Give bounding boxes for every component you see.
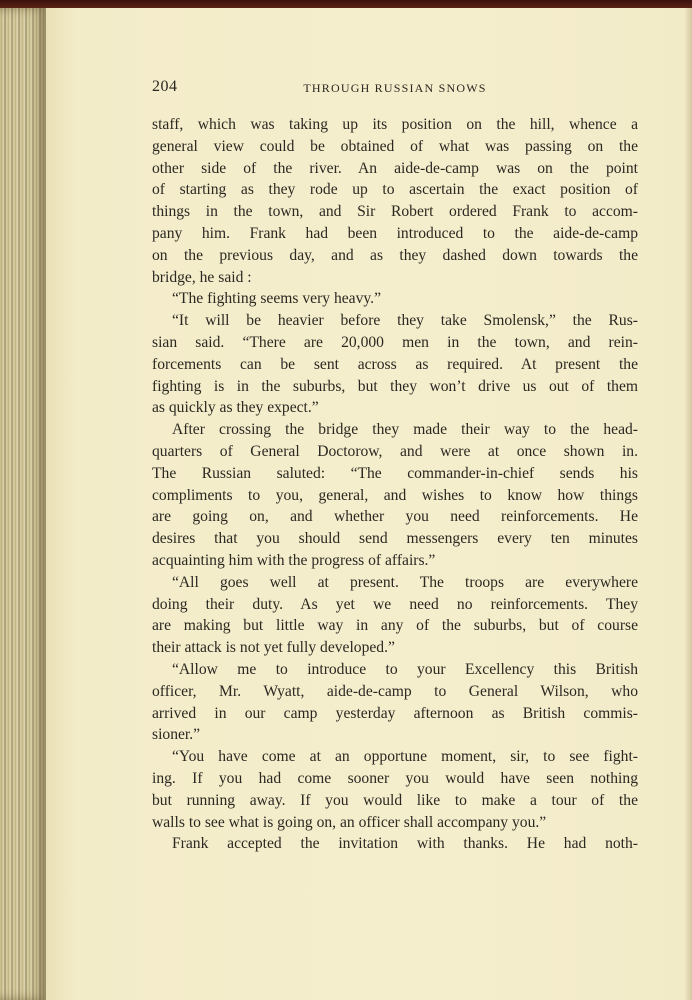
text-line: are going on, and whether you need reinforcements. He (152, 508, 638, 526)
text-line: “All goes well at present. The troops are everywhere (172, 573, 638, 591)
text-line: of starting as they rode up to ascertain the exact position of (152, 181, 638, 199)
text-line: “It will be heavier before they take Smolensk,” the Rus- (172, 312, 638, 330)
book-binding-pages (0, 8, 46, 1000)
paragraph (152, 419, 638, 572)
text-line: “You have come at an opportune moment, sir, to see fight- (172, 748, 638, 766)
text-line: Frank accepted the invitation with thanks. He had noth- (172, 835, 638, 853)
text-line: pany him. Frank had been introduced to the aide-de-camp (152, 224, 638, 242)
text-line: other side of the river. An aide-de-camp was on the point (152, 159, 638, 177)
text-line: staff, which was taking up its position on the hill, whence a (152, 116, 638, 133)
text-line: bridge, he said : (152, 268, 252, 286)
text-line: The Russian saluted: “The commander-in-chief sends his (152, 464, 638, 482)
text-line: acquainting him with the progress of affairs.” (152, 551, 436, 569)
text-line: officer, Mr. Wyatt, aide-de-camp to General Wilson, who (152, 682, 638, 700)
text-line: as quickly as they expect.” (152, 399, 319, 417)
text-line: arrived in our camp yesterday afternoon as British commis- (152, 704, 638, 722)
text-line: “Allow me to introduce to your Excellency this British (172, 660, 638, 678)
text-line: are making but little way in any of the suburbs, but of course (152, 617, 638, 635)
text-line: on the previous day, and as they dashed down towards the (152, 246, 638, 264)
text-line: things in the town, and Sir Robert ordered Frank to accom- (152, 203, 638, 221)
page-header (152, 78, 638, 102)
text-line: compliments to you, general, and wishes to know how things (152, 486, 638, 504)
text-line: desires that you should send messengers every ten minutes (152, 530, 638, 548)
text-line: doing their duty. As yet we need no reinforcements. They (152, 595, 638, 613)
paragraph (152, 746, 638, 833)
text-line: After crossing the bridge they made their way to the head- (172, 421, 638, 439)
text-line: “The fighting seems very heavy.” (172, 290, 381, 308)
text-line: but running away. If you would like to make a tour of the (152, 791, 638, 809)
paragraph (152, 310, 638, 419)
text-line: their attack is not yet fully developed.” (152, 639, 395, 657)
text-line: ing. If you had come sooner you would have seen nothing (152, 769, 638, 787)
paragraph (152, 833, 638, 855)
paragraph (152, 659, 638, 746)
text-line: quarters of General Doctorow, and were at once shown in. (152, 442, 638, 460)
paragraph (152, 572, 638, 659)
text-line: fighting is in the suburbs, but they won’t drive us out of them (152, 377, 638, 395)
text-line: sioner.” (152, 726, 201, 744)
text-line: sian said. “There are 20,000 men in the town, and rein- (152, 333, 638, 351)
paragraph (152, 288, 638, 310)
text-line: forcements can be sent across as required. At present the (152, 355, 638, 373)
paragraph (152, 114, 638, 288)
text-line: walls to see what is going on, an officer shall accompany you.” (152, 813, 547, 831)
page-number: 204 (152, 78, 178, 95)
body-text (152, 114, 638, 855)
page-edge-shadow (684, 8, 692, 1000)
running-title: THROUGH RUSSIAN SNOWS (303, 81, 487, 95)
text-line: general view could be obtained of what was passing on the (152, 137, 638, 155)
